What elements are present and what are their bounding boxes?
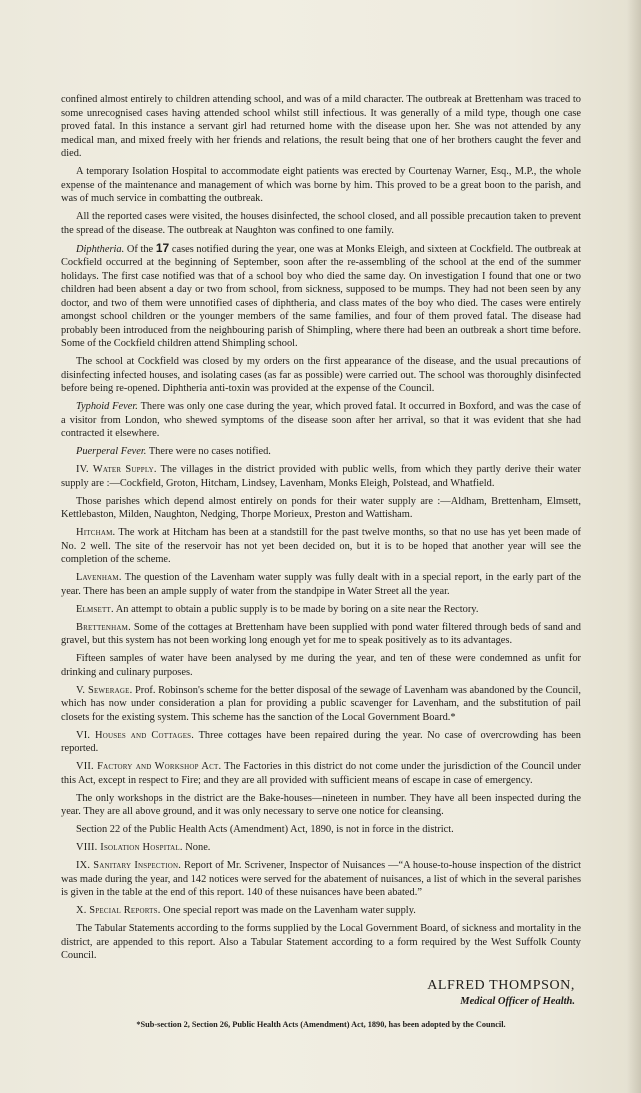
paragraph-text: A temporary Isolation Hospital to accommodate eight patients was erected by Courtenay Warner, Esq., M.P., the whole expense of the maintenance and management of which was borne by him. This proved to be a great boon to the parish, and was of much service in combatting the outbreak. — [61, 166, 581, 204]
paragraph-text: Report of Mr. Scrivener, Inspector of Nuisances —“A house-to-house inspection of the district was made during the year, and 142 notices were served for the abatement of nuisances, a list of which in the several parishes is given in the table at the end of this report. 140 of these nuisances have been abated.” — [61, 860, 581, 898]
paragraph-p9 — [61, 495, 581, 522]
paragraph-p2 — [61, 165, 581, 206]
section-label: Elmsett. — [76, 603, 114, 615]
paragraph-text: The only workshops in the district are the Bake-houses—nineteen in number. They have all been inspected during the year. They are all above ground, and it was only necessary to serve one notice for cleansing. — [61, 792, 581, 817]
section-label: Lavenham. — [76, 572, 122, 583]
paragraph-text: confined almost entirely to children attending school, and was of a mild character. The outbreak at Brettenham was traced to some unrecognised cases having attended school whilst still infectious. It was generally of a mild type, though one case proved fatal. In this instance a servant girl had returned home with the disease upon her. She was not attended by any medical man, and mixed freely with her friends and relations, the result being that one of her brothers caught the fever and died. — [61, 94, 581, 159]
section-label: VIII. Isolation Hospital. — [76, 842, 183, 853]
section-label: Typhoid Fever. — [76, 401, 138, 412]
paragraph-text: All the reported cases were visited, the houses disinfected, the school closed, and all possible precaution taken to prevent the spread of the disease. The outbreak at Naughton was confined to one family. — [61, 211, 581, 236]
paragraph-p15 — [61, 684, 581, 725]
paragraph-p17 — [61, 760, 581, 787]
paragraph-p6 — [61, 400, 581, 441]
signature-block — [61, 977, 581, 1009]
paragraph-p8 — [61, 463, 581, 490]
report-body — [61, 93, 581, 1030]
paragraph-text: cases notified during the year, one was at Monks Eleigh, and sixteen at Cockfield. The outbreak at Cockfield occurred at the beginning of September, soon after the re-assembling of the school at the end of the summer holidays. The first case notified was that of a school boy who died the same day. On investigation I found that one or two children had been absent a day or two from school, from sickness, supposed to be mumps. They had not been seen by any doctor, and two of them were unnotified cases of diphtheria, and class mates of the boy who died. The cases were entirely amongst school children or the younger members of the same families, and four of them proved fatal. The disease had probably been introduced from the neighbouring parish of Shimpling, where there had been an outbreak a short time before. Some of the Cockfield children attend Shimpling school. — [61, 243, 581, 349]
paragraph-text: There was only one case during the year, which proved fatal. It occurred in Boxford, and was the case of a visitor from London, who shewed symptoms of the disease soon after her arrival, so that it was evident that she had contracted it elsewhere. — [61, 401, 581, 439]
paragraph-p12 — [61, 603, 581, 617]
paragraph-text: Prof. Robinson's scheme for the better disposal of the sewage of Lavenham was abandoned by the Council, which has now under consideration a plan for providing a public scavenger for Lavenham, and the substitution of pail closets for the existing system. This scheme has the sanction of the Local Government Board.* — [61, 684, 581, 723]
section-label: VI. Houses and Cottages. — [76, 729, 195, 741]
paragraph-p11 — [61, 571, 581, 598]
section-label: Puerperal Fever. — [76, 446, 147, 457]
paragraph-p1 — [61, 93, 581, 161]
paragraph-text: Some of the cottages at Brettenham have been supplied with pond water filtered through beds of sand and gravel, but this system has not been working long enough yet for me to speak positively as to its advantages. — [61, 621, 581, 646]
paragraph-p7 — [61, 445, 581, 459]
case-count: 17 — [155, 240, 170, 255]
section-label: Hitcham. — [76, 527, 116, 538]
footnote: *Sub-section 2, Section 26, Public Health Acts (Amendment) Act, 1890, has been adopted by the Council. — [136, 1019, 506, 1029]
paragraph-text: The Tabular Statements according to the forms supplied by the Local Government Board, of sickness and mortality in the district, are appended to this report. Also a Tabular Statement according to a form required by the West Suffolk County Council. — [61, 923, 581, 961]
paragraph-p20 — [61, 841, 581, 855]
paragraph-p14 — [61, 652, 581, 679]
paragraph-text: The work at Hitcham has been at a standstill for the past twelve months, so that no use has yet been made of No. 2 well. The site of the reservoir has not yet been decided on, but it is to be hoped that another year will see the completion of the scheme. — [61, 527, 581, 565]
paragraph-p18 — [61, 792, 581, 819]
paragraph-text: Fifteen samples of water have been analysed by me during the year, and ten of these were condemned as unfit for drinking and culinary purposes. — [61, 653, 581, 678]
paragraph-p3 — [61, 210, 581, 237]
paragraph-text: The question of the Lavenham water supply was fully dealt with in a special report, in the early part of the year. There has been an ample supply of water from the standpipe in Water Street all the year. — [61, 572, 581, 597]
paragraph-p16 — [61, 729, 581, 756]
paragraph-p5 — [61, 355, 581, 396]
paragraph-p21 — [61, 859, 581, 900]
section-label: Brettenham. — [76, 621, 131, 633]
paragraph-p22 — [61, 904, 581, 918]
paragraph-list — [61, 93, 581, 963]
section-label: VII. Factory and Workshop Act. — [76, 761, 222, 772]
paragraph-p13 — [61, 621, 581, 648]
paragraph-text: There were no cases notified. — [148, 446, 271, 457]
text-pre: Of the — [126, 243, 154, 255]
paragraph-text: An attempt to obtain a public supply is to be made by boring on a site near the Rectory. — [115, 603, 479, 615]
signature-title: Medical Officer of Health. — [460, 995, 575, 1007]
section-label: X. Special Reports. — [76, 905, 161, 916]
paragraph-text: One special report was made on the Lavenham water supply. — [163, 905, 416, 916]
section-label: IV. Water Supply. — [76, 464, 157, 475]
paragraph-text: The Factories in this district do not come under the jurisdiction of the Council under this Act, except in respect to Fire; and they are all provided with sufficient means of escape in case of emergency. — [61, 761, 581, 786]
section-label: IX. Sanitary Inspection. — [76, 860, 182, 871]
paragraph-text: None. — [185, 842, 211, 853]
page-edge-shadow — [627, 0, 641, 1093]
paragraph-p23 — [61, 922, 581, 963]
section-label: Diphtheria. — [76, 243, 125, 255]
paragraph-text: Those parishes which depend almost entirely on ponds for their water supply are :—Aldham, Brettenham, Elmsett, Kettlebaston, Milden, Naughton, Nedging, Thorpe Morieux, Preston and Wattisham. — [61, 495, 581, 520]
paragraph-p10 — [61, 526, 581, 567]
paragraph-p19 — [61, 823, 581, 837]
paragraph-text: The villages in the district provided with public wells, from which they partly derive their water supply are :—Cockfield, Groton, Hitcham, Lindsey, Lavenham, Monks Eleigh, Polstead, and Whatfield. — [61, 464, 581, 489]
paragraph-text: Section 22 of the Public Health Acts (Amendment) Act, 1890, is not in force in the district. — [76, 824, 454, 835]
paragraph-text: The school at Cockfield was closed by my orders on the first appearance of the disease, and the usual precautions of disinfecting infected houses, and isolating cases (as far as possible) were carried out. The school was thoroughly disinfected before being re-opened. Diphtheria anti-toxin was provided at the expense of the Council. — [61, 356, 581, 394]
section-label: V. Sewerage. — [76, 684, 133, 696]
signature-name: ALFRED THOMPSON, — [427, 977, 575, 993]
paragraph-text: Three cottages have been repaired during the year. No case of overcrowding has been reported. — [61, 729, 581, 754]
paragraph-p4 — [61, 242, 581, 351]
